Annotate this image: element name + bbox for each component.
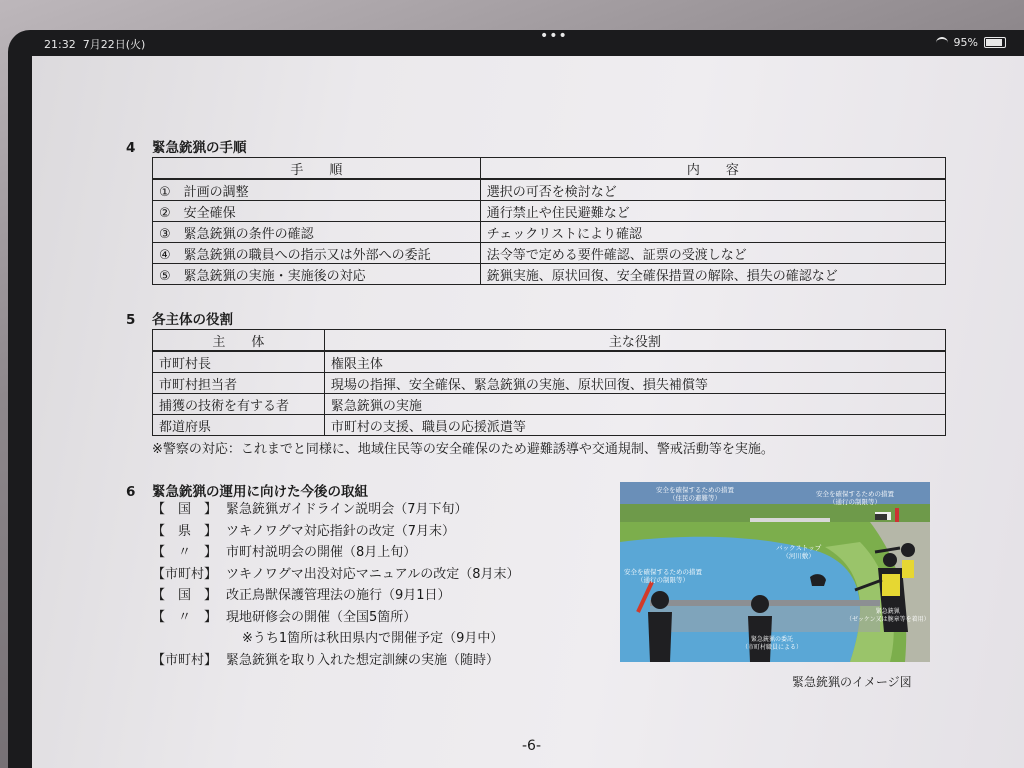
- section4-title: [126, 136, 247, 156]
- table-row: [153, 179, 946, 201]
- list-item-text: ツキノワグマ出没対応マニュアルの改定（8月末）: [226, 566, 520, 582]
- section5-title: [126, 308, 233, 328]
- procedure-content: チェックリストにより確認: [480, 222, 945, 243]
- status-indicators: [936, 36, 1006, 49]
- table-header-cell: 手 順: [153, 158, 481, 180]
- table-header-row: [153, 158, 946, 180]
- illus-label-backstop: バックストップ （河川敷）: [776, 544, 822, 560]
- role-actor: 市町村長: [153, 351, 325, 373]
- list-item-tag: 【 〃 】: [152, 609, 218, 625]
- procedure-content: 選択の可否を検討など: [480, 179, 945, 201]
- section4-title-text: 緊急銃猟の手順: [152, 140, 247, 156]
- list-item: [152, 521, 520, 543]
- police-note: ※警察の対応：これまでと同様に、地域住民等の安全確保のため避難誘導や交通規制、警戒活動等を実施。: [152, 442, 774, 457]
- section6-title-text: 緊急銃猟の運用に向けた今後の取組: [152, 484, 368, 500]
- section5-title-text: 各主体の役割: [152, 312, 233, 328]
- list-item-text: ツキノワグマ対応指針の改定（7月末）: [226, 523, 456, 539]
- procedure-content: 通行禁止や住民避難など: [480, 201, 945, 222]
- list-item-subnote: [152, 628, 520, 650]
- illus-label-shooter: 緊急銃猟 （ゼッケン又は腕章等を着用）: [846, 608, 930, 623]
- procedure-content: 銃猟実施、原状回復、安全確保措置の解除、損失の確認など: [480, 264, 945, 285]
- table-row: [153, 201, 946, 222]
- table-row: [153, 415, 946, 436]
- illus-label-road-restriction: 安全を確保するための措置 （通行の制限等）: [816, 490, 894, 506]
- procedure-content: 法令等で定める要件確認、証票の受渡しなど: [480, 243, 945, 264]
- roles-table: [152, 329, 946, 436]
- procedure-step: ② 安全確保: [153, 201, 481, 222]
- list-item-tag: 【 国 】: [152, 502, 218, 517]
- illus-label-evacuation: 安全を確保するための措置 （住民の避難等）: [656, 486, 734, 502]
- illus-label-road-restriction-left: 安全を確保するための措置 （通行の制限等）: [624, 568, 702, 584]
- role-duty: 緊急銃猟の実施: [324, 394, 945, 415]
- list-item-text: ※うち1箇所は秋田県内で開催予定（9月中）: [242, 631, 504, 646]
- table-row: [153, 373, 946, 394]
- wifi-icon: [936, 37, 948, 49]
- list-item-tag: 【 国 】: [152, 588, 218, 603]
- procedure-step: ④ 緊急銃猟の職員への指示又は外部への委託: [153, 243, 481, 264]
- multitasking-dots-icon[interactable]: •••: [540, 28, 568, 44]
- procedure-step: ⑤ 緊急銃猟の実施・実施後の対応: [153, 264, 481, 285]
- list-item-text: 緊急銃猟を取り入れた想定訓練の実施（随時）: [226, 652, 500, 668]
- illus-label-delegate: 緊急銃猟の委託 （市町村職員による）: [742, 636, 803, 651]
- list-item-text: 市町村説明会の開催（8月上旬）: [226, 545, 417, 560]
- procedure-step: ① 計画の調整: [153, 179, 481, 201]
- role-actor: 捕獲の技術を有する者: [153, 394, 325, 415]
- status-date: 7月22日(火): [82, 38, 146, 51]
- battery-percent: 95%: [953, 36, 978, 49]
- table-header-cell: 主 体: [153, 330, 325, 352]
- table-header-cell: 主な役割: [324, 330, 945, 352]
- list-item: [152, 607, 520, 629]
- table-row: [153, 394, 946, 415]
- emergency-hunting-illustration: [620, 482, 930, 662]
- section5-number: 5: [126, 312, 136, 328]
- list-item-tag: 【 〃 】: [152, 545, 218, 560]
- procedure-step: ③ 緊急銃猟の条件の確認: [153, 222, 481, 243]
- list-item-tag: 【 県 】: [152, 523, 218, 539]
- table-row: [153, 264, 946, 285]
- list-item-text: 改正鳥獣保護管理法の施行（9月1日）: [226, 588, 451, 603]
- list-item: [152, 585, 520, 607]
- list-item: [152, 542, 520, 564]
- list-item: [152, 564, 520, 586]
- section4-number: 4: [126, 140, 136, 156]
- status-bar: [8, 30, 1024, 54]
- table-header-row: [153, 330, 946, 352]
- role-duty: 権限主体: [324, 351, 945, 373]
- table-header-cell: 内 容: [480, 158, 945, 180]
- procedure-table: [152, 157, 946, 285]
- document-page: [32, 56, 1024, 768]
- section6-title: [126, 480, 368, 500]
- initiatives-list: [152, 499, 520, 671]
- role-actor: 都道府県: [153, 415, 325, 436]
- list-item-text: 現地研修会の開催（全国5箇所）: [226, 609, 417, 625]
- page-number: -6-: [522, 738, 542, 754]
- list-item: [152, 499, 520, 521]
- status-time: 21:32 7月22日(火): [44, 38, 146, 51]
- list-item: [152, 650, 520, 672]
- section6-number: 6: [126, 484, 136, 500]
- table-row: [153, 222, 946, 243]
- list-item-tag: 【市町村】: [152, 652, 218, 668]
- battery-icon: [984, 37, 1006, 48]
- role-duty: 市町村の支援、職員の応援派遣等: [324, 415, 945, 436]
- table-row: [153, 243, 946, 264]
- role-actor: 市町村担当者: [153, 373, 325, 394]
- list-item-text: 緊急銃猟ガイドライン説明会（7月下旬）: [226, 502, 468, 517]
- table-row: [153, 351, 946, 373]
- role-duty: 現場の指揮、安全確保、緊急銃猟の実施、原状回復、損失補償等: [324, 373, 945, 394]
- illustration-caption: 緊急銃猟のイメージ図: [792, 675, 912, 689]
- list-item-tag: 【市町村】: [152, 566, 218, 582]
